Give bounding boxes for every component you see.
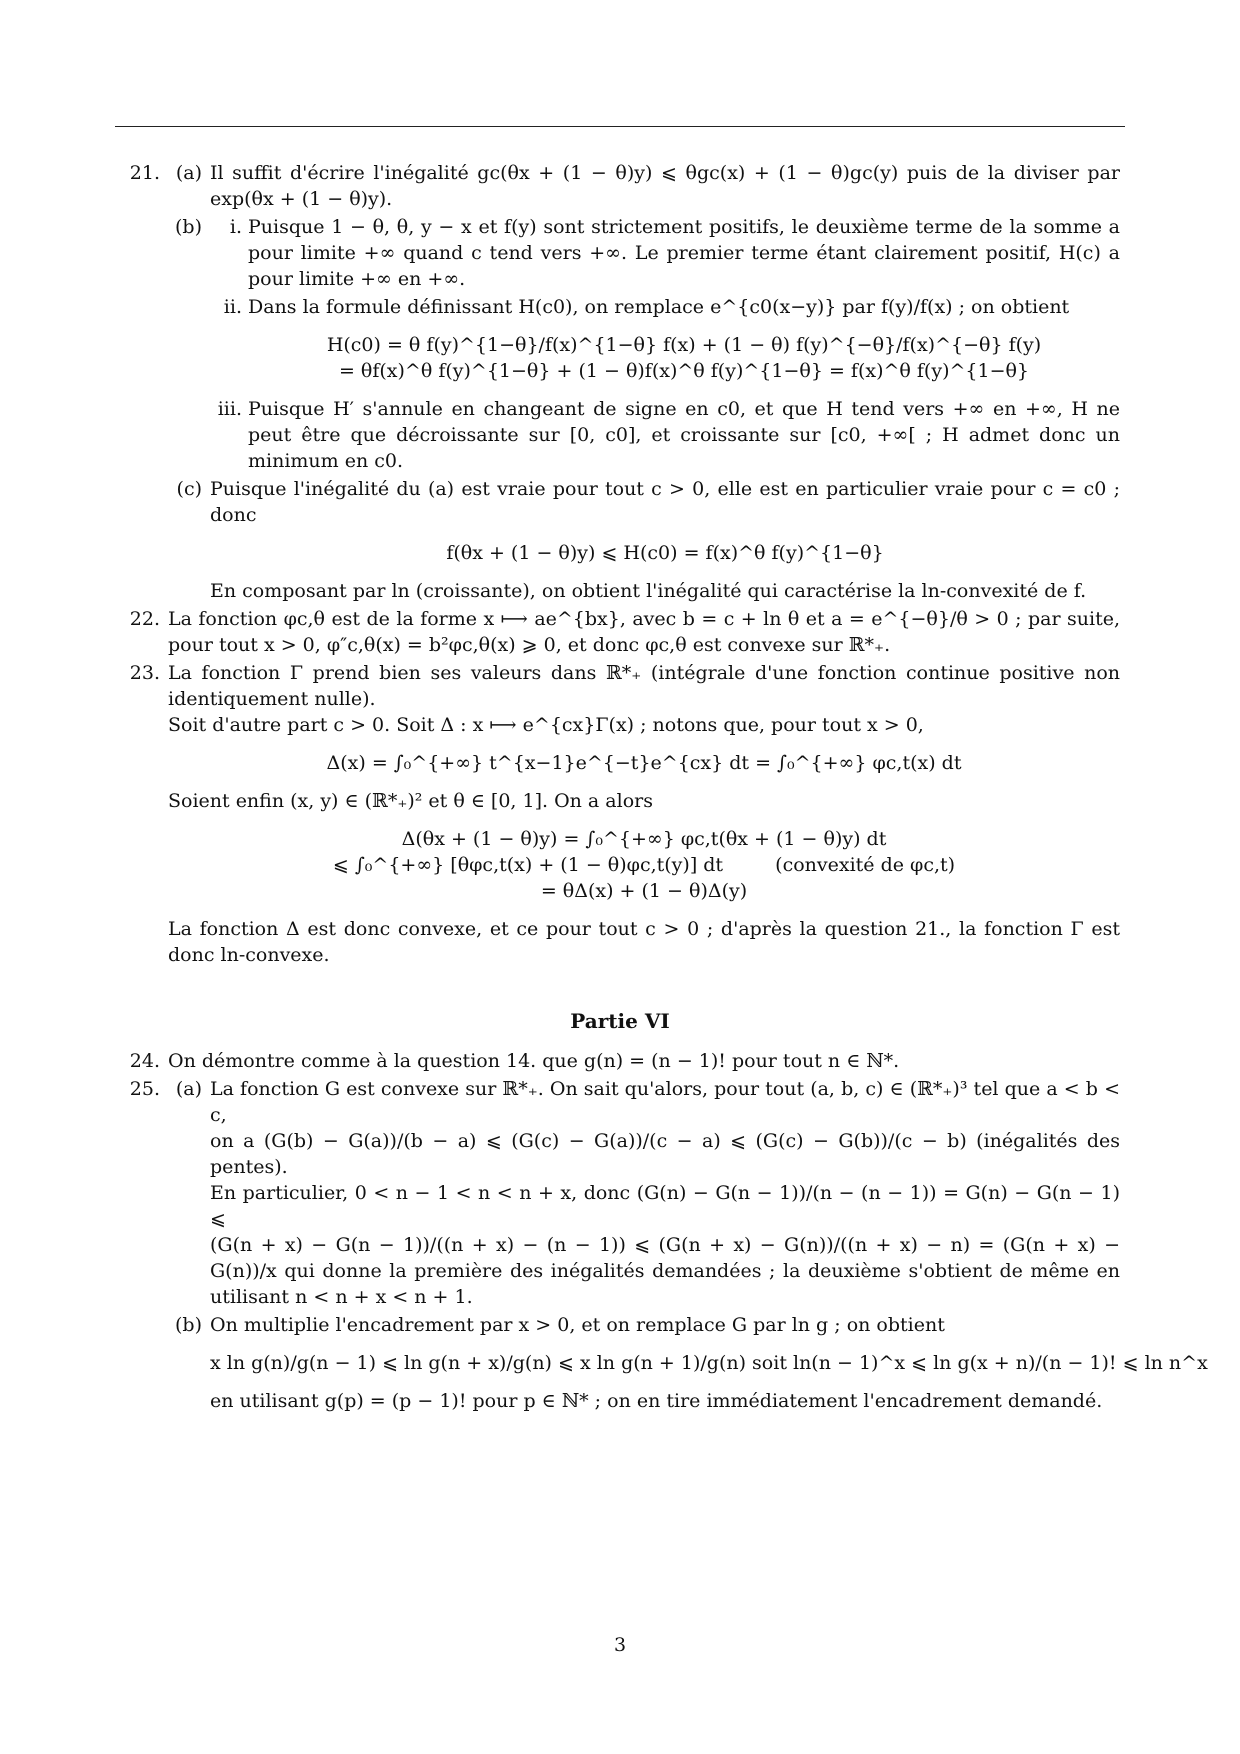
- paragraph: (G(n + x) − G(n − 1))/((n + x) − (n − 1)) ⩽ (G(n + x) − G(n))/((n + x) − n) = (G(n + x) − G(n))/x qui donne la première des inégalités demandées ; la deuxième s'obtient de même en utilisant n < n + x < n + 1.: [210, 1234, 1120, 1308]
- page-number: 3: [613, 1634, 627, 1656]
- question-number: 21.: [129, 162, 160, 184]
- equation: ⩽ ∫₀^{+∞} [θφc,t(x) + (1 − θ)φc,t(y)] dt: [332, 854, 724, 876]
- paragraph: En composant par ln (croissante), on obtient l'inégalité qui caractérise la ln-convexité de f.: [210, 580, 1087, 602]
- paragraph: La fonction Γ prend bien ses valeurs dans ℝ*₊ (intégrale d'une fonction continue positive non identiquement nulle).: [168, 662, 1120, 710]
- paragraph: Puisque l'inégalité du (a) est vraie pour tout c > 0, elle est en particulier vraie pour c = c0 ; donc: [210, 478, 1120, 526]
- part-label: (a): [175, 162, 202, 184]
- question-24: [120, 1048, 1120, 1074]
- question-number: 22.: [129, 608, 160, 630]
- part-a: [168, 1076, 1120, 1310]
- part-a: [168, 160, 1120, 212]
- paragraph: Puisque H′ s'annule en changeant de signe en c0, et que H tend vers +∞ en +∞, H ne peut être que décroissante sur [0, c0], et croissante sur [c0, +∞[ ; H admet donc un minimum en c0.: [248, 398, 1120, 472]
- equation: Δ(θx + (1 − θ)y) = ∫₀^{+∞} φc,t(θx + (1 − θ)y) dt: [401, 828, 887, 850]
- equation: = θf(x)^θ f(y)^{1−θ} + (1 − θ)f(x)^θ f(y)^{1−θ} = f(x)^θ f(y)^{1−θ}: [338, 360, 1030, 382]
- paragraph: On multiplie l'encadrement par x > 0, et on remplace G par ln g ; on obtient: [210, 1314, 945, 1336]
- question-number: 25.: [129, 1078, 160, 1100]
- paragraph: Il suffit d'écrire l'inégalité gc(θx + (1 − θ)y) ⩽ θgc(x) + (1 − θ)gc(y) puis de la diviser par exp(θx + (1 − θ)y).: [210, 162, 1120, 210]
- equation: H(c0) = θ f(y)^{1−θ}/f(x)^{1−θ} f(x) + (1 − θ) f(y)^{−θ}/f(x)^{−θ} f(y): [326, 334, 1042, 356]
- subpart-label: i.: [229, 216, 242, 238]
- question-number: 24.: [129, 1050, 160, 1072]
- page-body: [120, 160, 1208, 1416]
- equation-row: [168, 852, 1120, 878]
- subpart-label: ii.: [223, 296, 242, 318]
- subpart-label: iii.: [217, 398, 242, 420]
- equation-note: (convexité de φc,t): [775, 854, 956, 876]
- question-23: [120, 660, 1120, 968]
- part-b: [168, 214, 1120, 474]
- question-22: [120, 606, 1120, 658]
- equation-block: [168, 826, 1120, 904]
- question-25: [120, 1076, 1208, 1414]
- part-b-i: [210, 214, 1120, 292]
- part-b: [168, 1312, 1208, 1414]
- paragraph: La fonction G est convexe sur ℝ*₊. On sait qu'alors, pour tout (a, b, c) ∈ (ℝ*₊)³ tel que a < b < c,: [210, 1078, 1120, 1126]
- equation: f(θx + (1 − θ)y) ⩽ H(c0) = f(x)^θ f(y)^{1−θ}: [446, 542, 884, 564]
- part-label: (c): [176, 478, 202, 500]
- paragraph: En particulier, 0 < n − 1 < n < n + x, donc (G(n) − G(n − 1))/(n − (n − 1)) = G(n) − G(n − 1) ⩽: [210, 1182, 1120, 1230]
- equation: x ln g(n)/g(n − 1) ⩽ ln g(n + x)/g(n) ⩽ x ln g(n + 1)/g(n) soit ln(n − 1)^x ⩽ ln g(x + n)/(n − 1)! ⩽ ln n^x: [210, 1352, 1208, 1374]
- paragraph: Soient enfin (x, y) ∈ (ℝ*₊)² et θ ∈ [0, 1]. On a alors: [168, 790, 653, 812]
- top-rule: [115, 126, 1125, 127]
- question-21: [120, 160, 1120, 604]
- paragraph: La fonction Δ est donc convexe, et ce pour tout c > 0 ; d'après la question 21., la fonction Γ est donc ln-convexe.: [168, 918, 1120, 966]
- paragraph: on a (G(b) − G(a))/(b − a) ⩽ (G(c) − G(a))/(c − a) ⩽ (G(c) − G(b))/(c − b) (inégalités des pentes).: [210, 1130, 1120, 1178]
- paragraph: en utilisant g(p) = (p − 1)! pour p ∈ ℕ* ; on en tire immédiatement l'encadrement demandé.: [210, 1390, 1103, 1412]
- part-b-ii: [210, 294, 1120, 384]
- part-label: (b): [175, 216, 202, 238]
- paragraph: Soit d'autre part c > 0. Soit Δ : x ⟼ e^{cx}Γ(x) ; notons que, pour tout x > 0,: [168, 714, 924, 736]
- part-label: (a): [175, 1078, 202, 1100]
- section-title: Partie VI: [570, 1009, 670, 1033]
- part-c: [168, 476, 1120, 604]
- equation: Δ(x) = ∫₀^{+∞} t^{x−1}e^{−t}e^{cx} dt = ∫₀^{+∞} φc,t(x) dt: [326, 752, 962, 774]
- equation: = θΔ(x) + (1 − θ)Δ(y): [540, 880, 748, 902]
- part-b-iii: [210, 396, 1120, 474]
- part-label: (b): [175, 1314, 202, 1336]
- paragraph: On démontre comme à la question 14. que g(n) = (n − 1)! pour tout n ∈ ℕ*.: [168, 1050, 900, 1072]
- paragraph: Puisque 1 − θ, θ, y − x et f(y) sont strictement positifs, le deuxième terme de la somme a pour limite +∞ quand c tend vers +∞. Le premier terme étant clairement positif, H(c) a pour limite +∞ en +∞.: [248, 216, 1120, 290]
- paragraph: Dans la formule définissant H(c0), on remplace e^{c0(x−y)} par f(y)/f(x) ; on obtient: [248, 296, 1070, 318]
- equation-block: [248, 332, 1120, 384]
- paragraph: La fonction φc,θ est de la forme x ⟼ ae^{bx}, avec b = c + ln θ et a = e^{−θ}/θ > 0 ; par suite, pour tout x > 0, φ″c,θ(x) = b²φc,θ(x) ⩾ 0, et donc φc,θ est convexe sur ℝ*₊.: [168, 608, 1120, 656]
- question-number: 23.: [129, 662, 160, 684]
